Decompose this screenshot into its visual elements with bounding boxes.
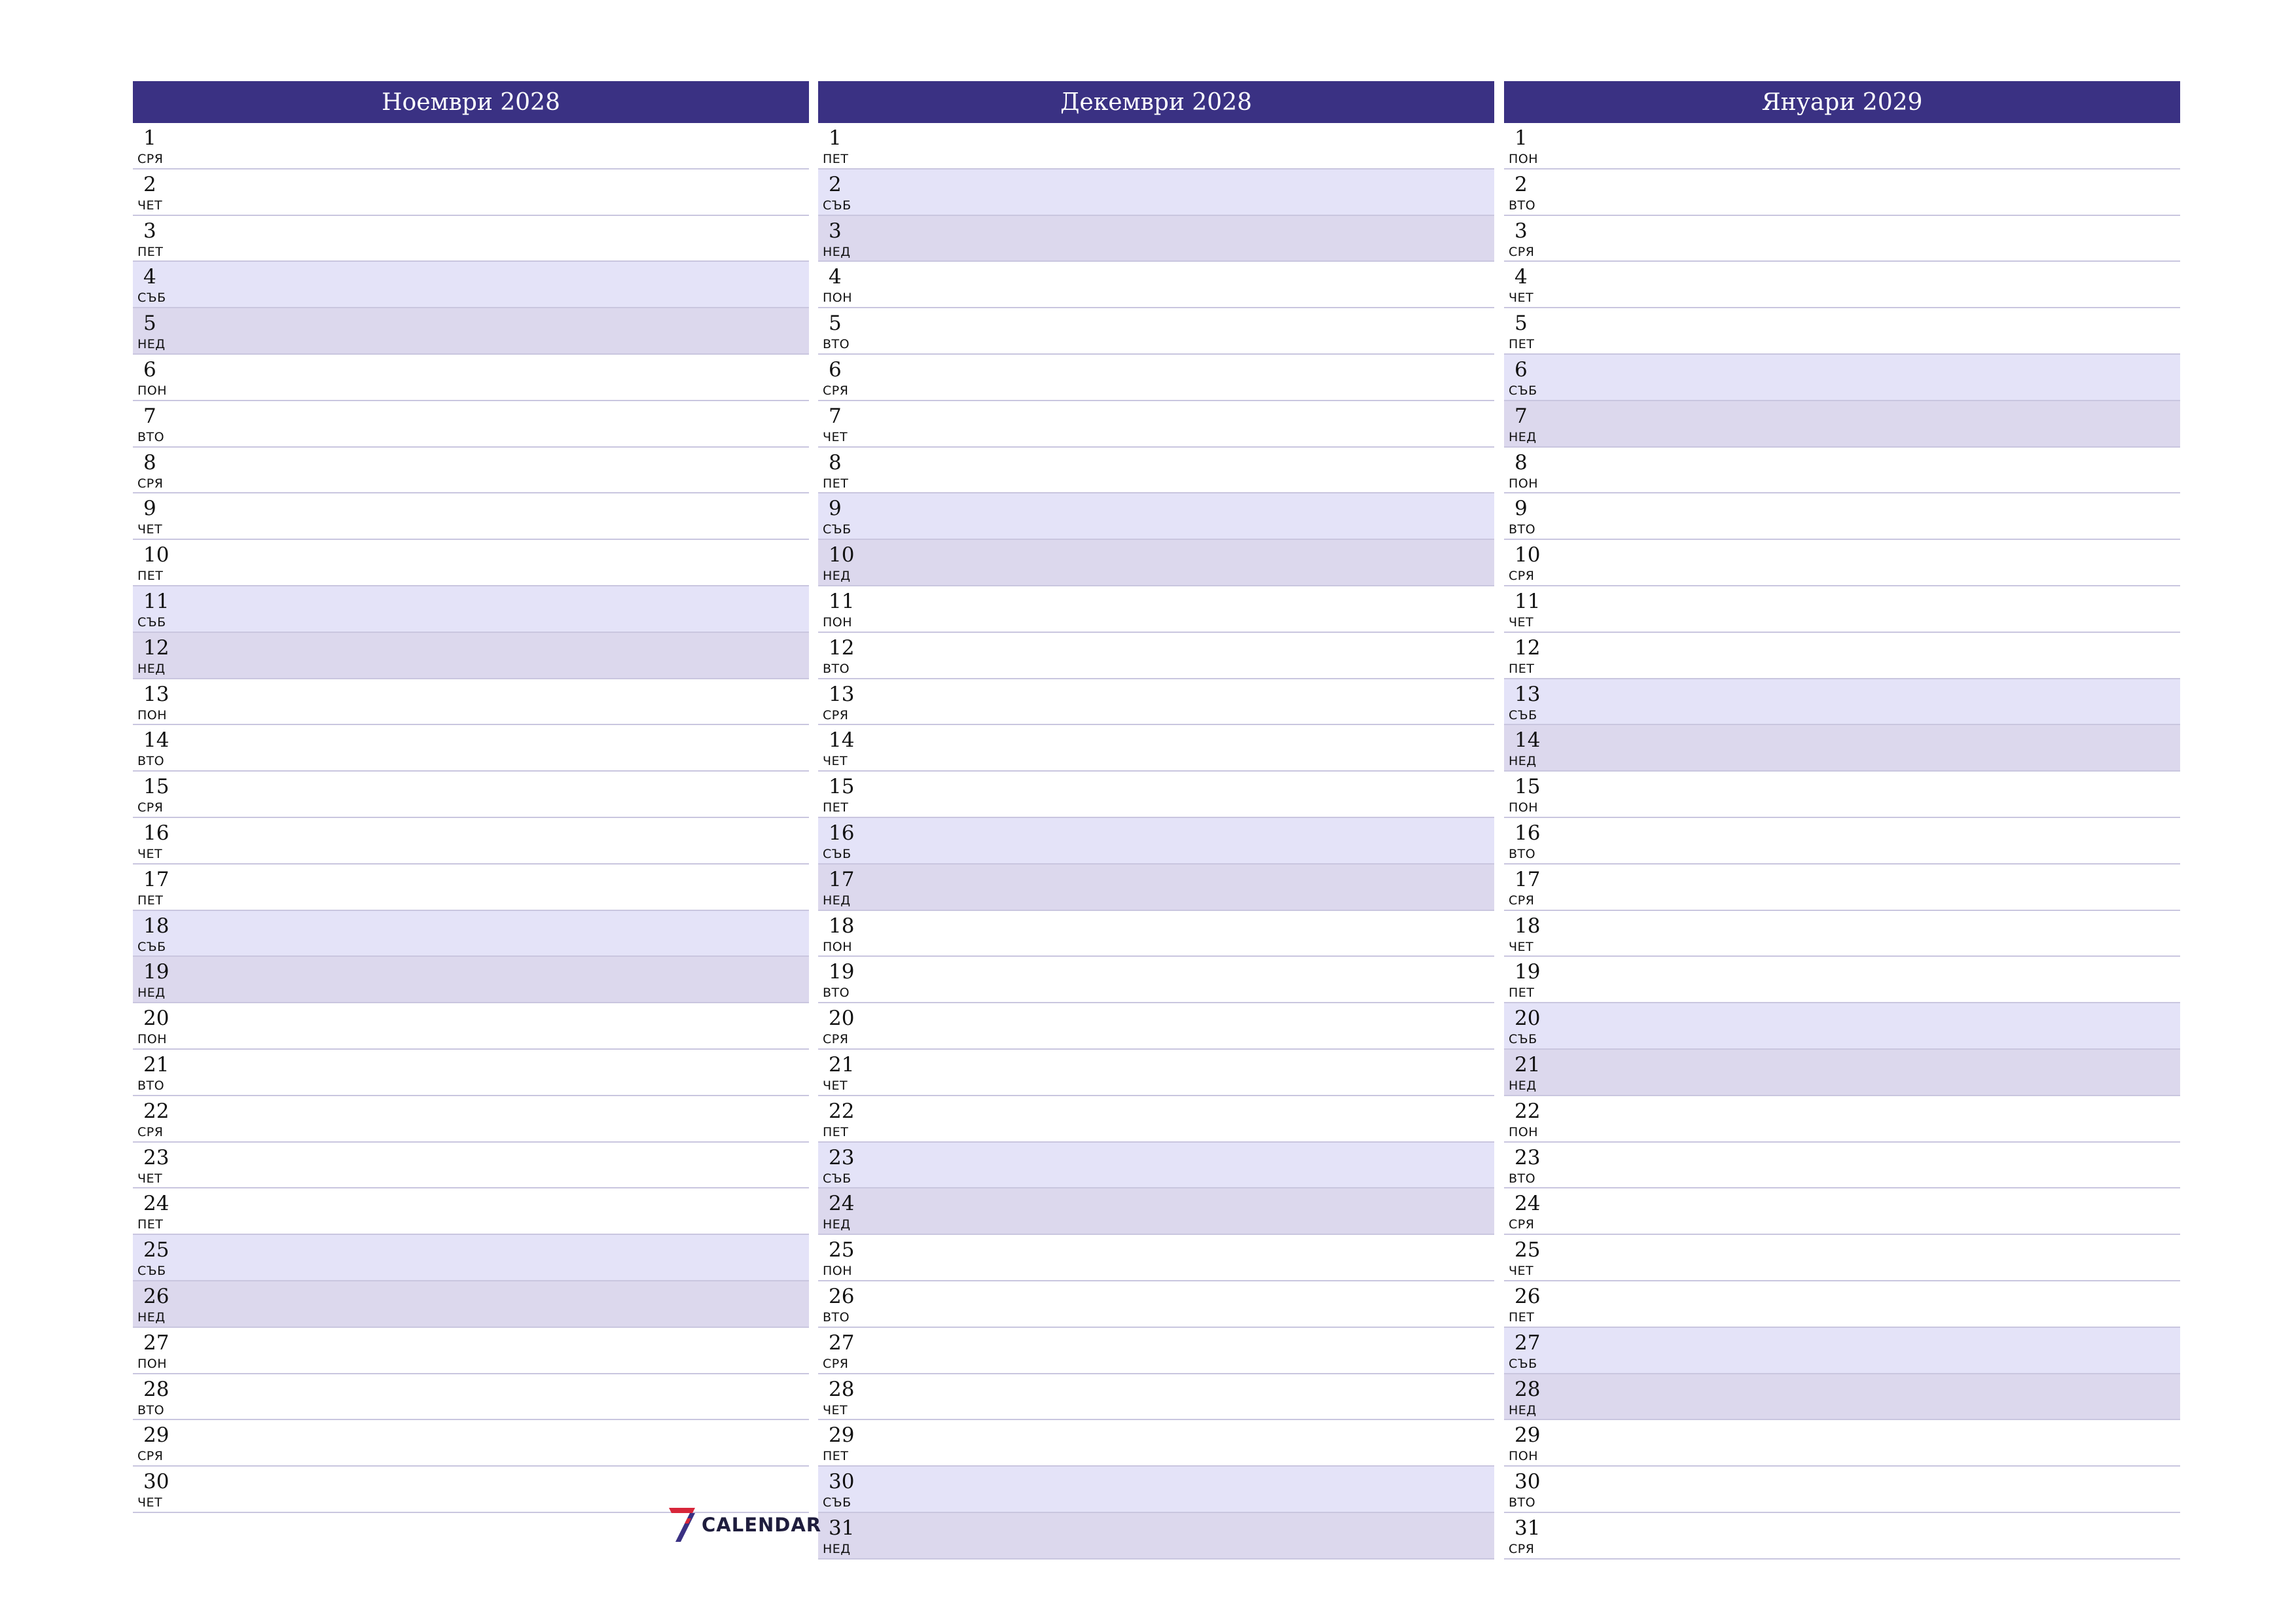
day-number: 15 xyxy=(1515,775,1541,799)
weekday-label: ЧЕТ xyxy=(823,1078,848,1093)
day-row[interactable] xyxy=(133,401,809,448)
weekday-label: НЕД xyxy=(823,1217,851,1232)
day-row[interactable] xyxy=(1504,216,2180,262)
day-number: 25 xyxy=(143,1238,170,1262)
day-row[interactable] xyxy=(1504,911,2180,957)
day-row[interactable] xyxy=(133,493,809,540)
month-column xyxy=(133,81,809,1513)
day-number: 2 xyxy=(143,172,156,196)
day-row[interactable] xyxy=(1504,169,2180,216)
weekday-label: ЧЕТ xyxy=(1509,939,1534,954)
day-number: 29 xyxy=(143,1423,170,1448)
day-row[interactable] xyxy=(1504,633,2180,679)
month-title: Декември 2028 xyxy=(818,81,1494,123)
day-row[interactable] xyxy=(133,1050,809,1096)
day-number: 18 xyxy=(143,914,170,938)
day-row[interactable] xyxy=(133,818,809,865)
day-number: 5 xyxy=(829,312,842,336)
weekday-label: СЪБ xyxy=(1509,383,1537,398)
day-number: 9 xyxy=(829,497,842,521)
day-number: 17 xyxy=(829,867,855,891)
day-number: 26 xyxy=(143,1284,170,1308)
weekday-label: ВТО xyxy=(1509,846,1536,861)
day-list xyxy=(1504,123,2180,1560)
day-number: 6 xyxy=(1515,357,1528,382)
day-number: 21 xyxy=(1515,1052,1541,1077)
weekday-label: ПЕТ xyxy=(137,893,164,908)
day-number: 26 xyxy=(1515,1284,1541,1308)
day-row[interactable] xyxy=(1504,540,2180,586)
weekday-label: ЧЕТ xyxy=(137,1495,163,1510)
weekday-label: ВТО xyxy=(137,754,165,769)
weekday-label: ВТО xyxy=(823,986,850,1001)
day-number: 24 xyxy=(829,1192,855,1216)
weekday-label: ВТО xyxy=(137,1078,165,1093)
day-number: 10 xyxy=(143,543,170,567)
day-number: 4 xyxy=(1515,265,1528,289)
weekday-label: ВТО xyxy=(823,337,850,352)
day-number: 8 xyxy=(829,450,842,474)
weekday-label: СРЯ xyxy=(823,1356,849,1371)
day-row[interactable] xyxy=(133,725,809,772)
day-number: 12 xyxy=(829,635,855,660)
weekday-label: ВТО xyxy=(1509,198,1536,213)
day-number: 11 xyxy=(829,589,855,613)
day-row[interactable] xyxy=(1504,957,2180,1003)
day-number: 28 xyxy=(143,1377,170,1401)
day-number: 30 xyxy=(1515,1470,1541,1494)
weekday-label: ВТО xyxy=(137,1402,165,1418)
day-number: 22 xyxy=(1515,1099,1541,1123)
day-number: 9 xyxy=(143,497,156,521)
weekday-label: ПЕТ xyxy=(823,152,849,166)
weekday-label: СЪБ xyxy=(823,846,852,861)
weekday-label: СРЯ xyxy=(823,707,849,722)
day-row[interactable] xyxy=(1504,493,2180,540)
day-row[interactable] xyxy=(133,123,809,169)
day-row[interactable] xyxy=(818,493,1494,540)
day-number: 5 xyxy=(1515,312,1528,336)
day-number: 25 xyxy=(829,1238,855,1262)
weekday-label: ЧЕТ xyxy=(137,1171,163,1186)
weekday-label: ЧЕТ xyxy=(1509,1264,1534,1279)
day-number: 15 xyxy=(829,775,855,799)
day-row[interactable] xyxy=(1504,1003,2180,1050)
day-number: 7 xyxy=(143,404,156,428)
weekday-label: ПОН xyxy=(1509,1449,1539,1464)
day-number: 21 xyxy=(143,1052,170,1077)
weekday-label: НЕД xyxy=(1509,1078,1537,1093)
weekday-label: ПОН xyxy=(1509,476,1539,491)
day-row[interactable] xyxy=(818,262,1494,308)
weekday-label: СЪБ xyxy=(137,1264,166,1279)
day-number: 27 xyxy=(1515,1330,1541,1355)
day-number: 14 xyxy=(143,728,170,753)
day-row[interactable] xyxy=(818,216,1494,262)
day-number: 1 xyxy=(1515,126,1528,150)
day-number: 24 xyxy=(1515,1192,1541,1216)
day-row[interactable] xyxy=(818,1235,1494,1281)
day-number: 13 xyxy=(1515,682,1541,706)
weekday-label: ВТО xyxy=(823,661,850,676)
day-row[interactable] xyxy=(133,586,809,633)
day-number: 20 xyxy=(1515,1007,1541,1031)
weekday-label: ЧЕТ xyxy=(137,522,163,537)
day-row[interactable] xyxy=(133,355,809,401)
day-row[interactable] xyxy=(1504,123,2180,169)
day-number: 14 xyxy=(829,728,855,753)
weekday-label: СЪБ xyxy=(137,615,166,630)
weekday-label: НЕД xyxy=(1509,1402,1537,1418)
day-row[interactable] xyxy=(818,1003,1494,1050)
weekday-label: СРЯ xyxy=(137,800,164,815)
day-number: 29 xyxy=(829,1423,855,1448)
weekday-label: СЪБ xyxy=(823,522,852,537)
day-number: 10 xyxy=(829,543,855,567)
weekday-label: НЕД xyxy=(823,893,851,908)
day-row[interactable] xyxy=(1504,1235,2180,1281)
day-number: 17 xyxy=(1515,867,1541,891)
day-number: 13 xyxy=(829,682,855,706)
day-number: 20 xyxy=(143,1007,170,1031)
weekday-label: НЕД xyxy=(137,1310,166,1325)
day-number: 30 xyxy=(143,1470,170,1494)
weekday-label: ПЕТ xyxy=(823,1124,849,1139)
day-number: 7 xyxy=(829,404,842,428)
day-number: 1 xyxy=(829,126,842,150)
weekday-label: НЕД xyxy=(1509,429,1537,444)
weekday-label: СЪБ xyxy=(1509,707,1537,722)
day-row[interactable] xyxy=(133,772,809,818)
logo-text: CALENDAR xyxy=(702,1514,822,1536)
day-row[interactable] xyxy=(133,679,809,726)
weekday-label: СЪБ xyxy=(823,1495,852,1510)
weekday-label: ПЕТ xyxy=(137,244,164,259)
day-row[interactable] xyxy=(1504,1281,2180,1328)
weekday-label: ВТО xyxy=(1509,1495,1536,1510)
weekday-label: СЪБ xyxy=(1509,1032,1537,1047)
day-row[interactable] xyxy=(818,865,1494,911)
weekday-label: ПЕТ xyxy=(823,800,849,815)
weekday-label: ЧЕТ xyxy=(823,754,848,769)
weekday-label: СРЯ xyxy=(137,152,164,166)
day-number: 23 xyxy=(143,1145,170,1169)
weekday-label: СРЯ xyxy=(823,1032,849,1047)
day-row[interactable] xyxy=(133,1420,809,1467)
day-number: 16 xyxy=(143,821,170,845)
weekday-label: ЧЕТ xyxy=(1509,615,1534,630)
day-row[interactable] xyxy=(1504,1096,2180,1143)
month-title: Ноември 2028 xyxy=(133,81,809,123)
day-number: 25 xyxy=(1515,1238,1541,1262)
day-row[interactable] xyxy=(133,865,809,911)
day-number: 3 xyxy=(143,219,156,243)
weekday-label: ВТО xyxy=(1509,522,1536,537)
weekday-label: СРЯ xyxy=(1509,569,1535,584)
day-row[interactable] xyxy=(1504,308,2180,355)
day-row[interactable] xyxy=(818,1374,1494,1421)
weekday-label: СРЯ xyxy=(137,1124,164,1139)
day-row[interactable] xyxy=(818,1143,1494,1189)
day-row[interactable] xyxy=(133,911,809,957)
day-row[interactable] xyxy=(133,957,809,1003)
day-number: 19 xyxy=(143,960,170,984)
day-row[interactable] xyxy=(818,1420,1494,1467)
day-number: 3 xyxy=(829,219,842,243)
day-row[interactable] xyxy=(133,1188,809,1235)
day-row[interactable] xyxy=(1504,401,2180,448)
day-number: 12 xyxy=(143,635,170,660)
day-row[interactable] xyxy=(818,1328,1494,1374)
weekday-label: ВТО xyxy=(137,429,165,444)
weekday-label: ЧЕТ xyxy=(137,846,163,861)
day-number: 27 xyxy=(143,1330,170,1355)
day-row[interactable] xyxy=(1504,1513,2180,1560)
day-row[interactable] xyxy=(1504,1188,2180,1235)
day-row[interactable] xyxy=(1504,1143,2180,1189)
day-row[interactable] xyxy=(818,586,1494,633)
month-column xyxy=(818,81,1494,1560)
day-number: 16 xyxy=(1515,821,1541,845)
seven-calendar-logo-icon xyxy=(668,1507,696,1543)
day-number: 6 xyxy=(143,357,156,382)
day-number: 4 xyxy=(143,265,156,289)
day-row[interactable] xyxy=(818,1188,1494,1235)
weekday-label: СРЯ xyxy=(1509,893,1535,908)
day-number: 6 xyxy=(829,357,842,382)
day-row[interactable] xyxy=(133,633,809,679)
weekday-label: СРЯ xyxy=(1509,1541,1535,1556)
day-row[interactable] xyxy=(818,633,1494,679)
day-number: 2 xyxy=(829,172,842,196)
day-row[interactable] xyxy=(818,123,1494,169)
day-number: 29 xyxy=(1515,1423,1541,1448)
weekday-label: ЧЕТ xyxy=(823,429,848,444)
day-number: 24 xyxy=(143,1192,170,1216)
day-number: 8 xyxy=(143,450,156,474)
weekday-label: НЕД xyxy=(137,986,166,1001)
day-row[interactable] xyxy=(1504,1328,2180,1374)
day-row[interactable] xyxy=(818,911,1494,957)
day-number: 30 xyxy=(829,1470,855,1494)
day-number: 31 xyxy=(1515,1516,1541,1540)
day-row[interactable] xyxy=(1504,1420,2180,1467)
day-row[interactable] xyxy=(1504,865,2180,911)
weekday-label: ПЕТ xyxy=(1509,337,1535,352)
weekday-label: НЕД xyxy=(137,337,166,352)
weekday-label: ЧЕТ xyxy=(823,1402,848,1418)
day-number: 28 xyxy=(829,1377,855,1401)
day-row[interactable] xyxy=(133,540,809,586)
day-number: 22 xyxy=(143,1099,170,1123)
weekday-label: СЪБ xyxy=(137,939,166,954)
weekday-label: ВТО xyxy=(1509,1171,1536,1186)
weekday-label: ПОН xyxy=(137,707,168,722)
weekday-label: ПЕТ xyxy=(1509,661,1535,676)
day-row[interactable] xyxy=(133,262,809,308)
day-number: 11 xyxy=(143,589,170,613)
weekday-label: СРЯ xyxy=(137,476,164,491)
day-number: 20 xyxy=(829,1007,855,1031)
month-column xyxy=(1504,81,2180,1560)
day-row[interactable] xyxy=(818,355,1494,401)
day-number: 10 xyxy=(1515,543,1541,567)
weekday-label: СЪБ xyxy=(823,1171,852,1186)
day-number: 19 xyxy=(1515,960,1541,984)
weekday-label: СРЯ xyxy=(1509,1217,1535,1232)
day-number: 16 xyxy=(829,821,855,845)
day-number: 15 xyxy=(143,775,170,799)
day-row[interactable] xyxy=(818,308,1494,355)
weekday-label: ПОН xyxy=(1509,152,1539,166)
day-number: 13 xyxy=(143,682,170,706)
day-row[interactable] xyxy=(818,401,1494,448)
day-row[interactable] xyxy=(133,1281,809,1328)
day-number: 18 xyxy=(829,914,855,938)
day-number: 7 xyxy=(1515,404,1528,428)
day-number: 28 xyxy=(1515,1377,1541,1401)
day-number: 4 xyxy=(829,265,842,289)
day-number: 23 xyxy=(1515,1145,1541,1169)
weekday-label: СЪБ xyxy=(1509,1356,1537,1371)
weekday-label: НЕД xyxy=(137,661,166,676)
day-number: 12 xyxy=(1515,635,1541,660)
day-row[interactable] xyxy=(1504,818,2180,865)
day-row[interactable] xyxy=(818,169,1494,216)
day-list xyxy=(133,123,809,1513)
day-row[interactable] xyxy=(818,448,1494,494)
weekday-label: ПЕТ xyxy=(823,1449,849,1464)
weekday-label: ПОН xyxy=(1509,800,1539,815)
day-number: 9 xyxy=(1515,497,1528,521)
day-row[interactable] xyxy=(1504,586,2180,633)
day-row[interactable] xyxy=(1504,772,2180,818)
day-row[interactable] xyxy=(818,1096,1494,1143)
day-row[interactable] xyxy=(818,725,1494,772)
day-number: 27 xyxy=(829,1330,855,1355)
day-row[interactable] xyxy=(1504,448,2180,494)
day-row[interactable] xyxy=(133,448,809,494)
weekday-label: ПЕТ xyxy=(137,1217,164,1232)
day-number: 26 xyxy=(829,1284,855,1308)
weekday-label: ЧЕТ xyxy=(1509,291,1534,306)
day-number: 2 xyxy=(1515,172,1528,196)
day-row[interactable] xyxy=(1504,355,2180,401)
day-row[interactable] xyxy=(133,169,809,216)
day-number: 19 xyxy=(829,960,855,984)
day-number: 1 xyxy=(143,126,156,150)
weekday-label: ЧЕТ xyxy=(137,198,163,213)
day-row[interactable] xyxy=(133,1235,809,1281)
weekday-label: ПОН xyxy=(823,939,853,954)
day-number: 8 xyxy=(1515,450,1528,474)
day-row[interactable] xyxy=(1504,262,2180,308)
day-row[interactable] xyxy=(818,540,1494,586)
brand-logo xyxy=(668,1507,821,1543)
weekday-label: СРЯ xyxy=(823,383,849,398)
day-row[interactable] xyxy=(1504,679,2180,726)
weekday-label: ПОН xyxy=(137,1032,168,1047)
weekday-label: ПОН xyxy=(137,383,168,398)
day-number: 3 xyxy=(1515,219,1528,243)
day-row[interactable] xyxy=(818,1467,1494,1513)
day-row[interactable] xyxy=(1504,1374,2180,1421)
day-row[interactable] xyxy=(818,1050,1494,1096)
day-row[interactable] xyxy=(818,772,1494,818)
weekday-label: ПОН xyxy=(1509,1124,1539,1139)
day-row[interactable] xyxy=(818,679,1494,726)
day-row[interactable] xyxy=(818,1513,1494,1560)
weekday-label: ПЕТ xyxy=(137,569,164,584)
day-list xyxy=(818,123,1494,1560)
weekday-label: НЕД xyxy=(1509,754,1537,769)
weekday-label: СРЯ xyxy=(1509,244,1535,259)
day-row[interactable] xyxy=(1504,725,2180,772)
day-number: 14 xyxy=(1515,728,1541,753)
day-number: 18 xyxy=(1515,914,1541,938)
weekday-label: ПОН xyxy=(137,1356,168,1371)
day-row[interactable] xyxy=(818,1281,1494,1328)
day-row[interactable] xyxy=(133,1143,809,1189)
day-number: 31 xyxy=(829,1516,855,1540)
day-number: 17 xyxy=(143,867,170,891)
day-row[interactable] xyxy=(1504,1050,2180,1096)
weekday-label: ПЕТ xyxy=(1509,986,1535,1001)
weekday-label: ПОН xyxy=(823,615,853,630)
day-row[interactable] xyxy=(818,818,1494,865)
day-row[interactable] xyxy=(133,308,809,355)
day-number: 22 xyxy=(829,1099,855,1123)
day-row[interactable] xyxy=(133,1374,809,1421)
weekday-label: СЪБ xyxy=(137,291,166,306)
weekday-label: НЕД xyxy=(823,244,851,259)
day-row[interactable] xyxy=(133,216,809,262)
day-row[interactable] xyxy=(133,1096,809,1143)
day-row[interactable] xyxy=(818,957,1494,1003)
day-row[interactable] xyxy=(133,1003,809,1050)
weekday-label: НЕД xyxy=(823,569,851,584)
weekday-label: СРЯ xyxy=(137,1449,164,1464)
day-number: 5 xyxy=(143,312,156,336)
day-number: 23 xyxy=(829,1145,855,1169)
day-number: 21 xyxy=(829,1052,855,1077)
day-number: 11 xyxy=(1515,589,1541,613)
weekday-label: ПОН xyxy=(823,1264,853,1279)
day-row[interactable] xyxy=(1504,1467,2180,1513)
month-title: Януари 2029 xyxy=(1504,81,2180,123)
weekday-label: СЪБ xyxy=(823,198,852,213)
weekday-label: ВТО xyxy=(823,1310,850,1325)
weekday-label: ПЕТ xyxy=(823,476,849,491)
weekday-label: ПЕТ xyxy=(1509,1310,1535,1325)
weekday-label: ПОН xyxy=(823,291,853,306)
day-row[interactable] xyxy=(133,1328,809,1374)
weekday-label: НЕД xyxy=(823,1541,851,1556)
